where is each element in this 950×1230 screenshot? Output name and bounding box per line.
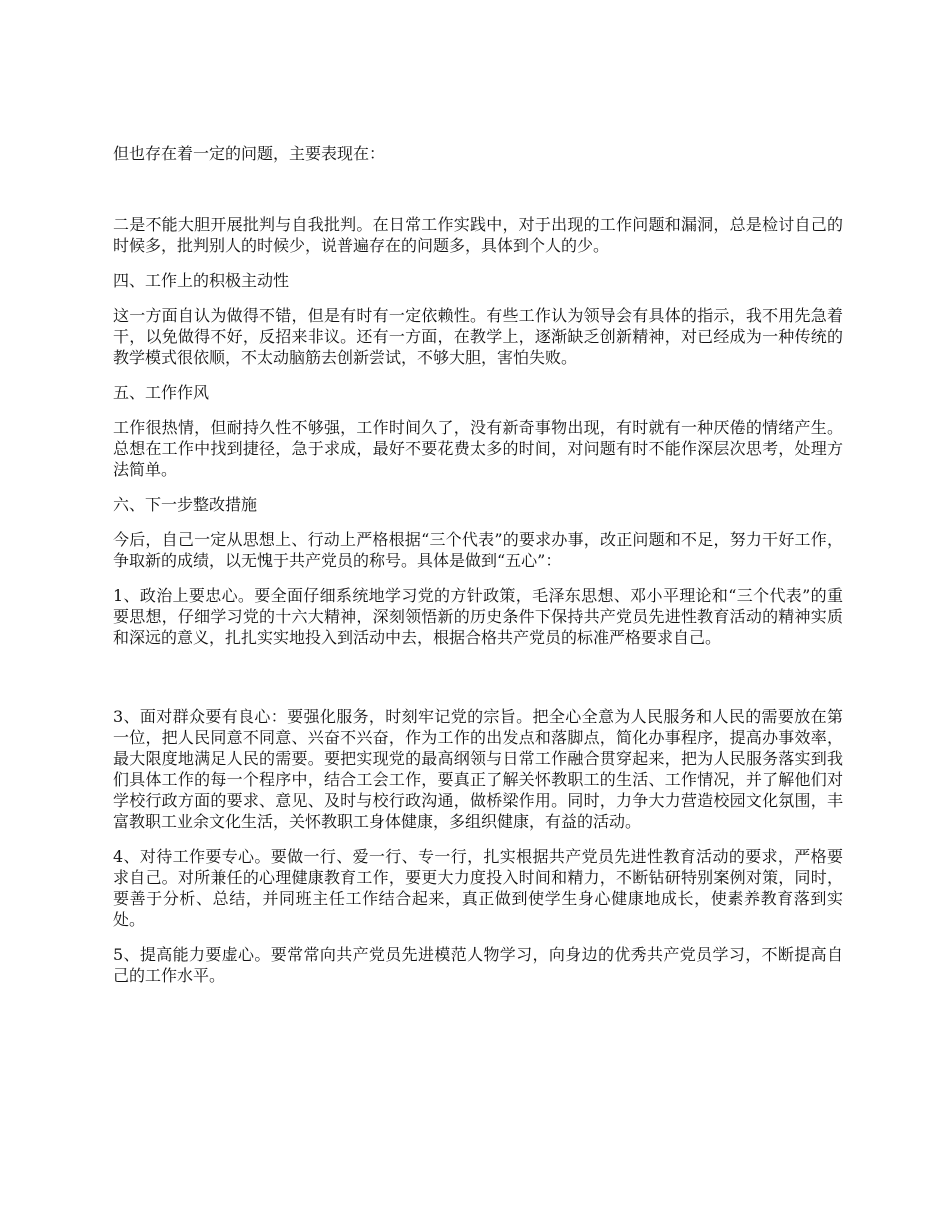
heading-initiative: 四、工作上的积极主动性 [113,271,290,290]
item-conscience: 3、面对群众要有良心：要强化服务，时刻牢记党的宗旨。把全心全意为人民服务和人民的需要放在第一位，把人民同意不同意、兴奋不兴奋，作为工作的出发点和落脚点，简化办事程序，提高办事效率，最大限度地满足人民的需要。要把实现党的最高纲领与日常工作融合贯穿起来，把为人民服务落实到我们具体工作的每一个程序中，结合工会工作，要真正了解关怀教职工的生活、工作情况，并了解他们对学校行政方面的要求、意见、及时与校行政沟通，做桥梁作用。同时，力争大力营造校园文化氛围，丰富教职工业余文化生活，关怀教职工身体健康，多组织健康，有益的活动。 [113,707,843,831]
blank-gap [113,178,843,214]
paragraph-criticism: 二是不能大胆开展批判与自我批判。在日常工作实践中，对于出现的工作问题和漏洞，总是检讨自己的时候多，批判别人的时候少，说普遍存在的问题多，具体到个人的少。 [113,215,843,255]
intro-paragraph: 但也存在着一定的问题，主要表现在： [113,144,386,163]
paragraph-initiative: 这一方面自认为做得不错，但是有时有一定依赖性。有些工作认为领导会有具体的指示，我不用先急着干，以免做得不好，反招来非议。还有一方面，在教学上，逐渐缺乏创新精神，对已经成为一种传统的教学模式很依顺，不太动脑筋去创新尝试，不够大胆，害怕失败。 [113,306,843,367]
heading-work-style: 五、工作作风 [113,383,210,402]
item-humility: 5、提高能力要虚心。要常常向共产党员先进模范人物学习，向身边的优秀共产党员学习，不断提高自己的工作水平。 [113,945,843,985]
paragraph-work-style: 工作很热情，但耐持久性不够强，工作时间久了，没有新奇事物出现，有时就有一种厌倦的情绪产生。总想在工作中找到捷径，急于求成，最好不要花费太多的时间，对问题有时不能作深层次思考，处理方法简单。 [113,418,843,479]
paragraph-next-steps: 今后，自己一定从思想上、行动上严格根据“三个代表”的要求办事，改正问题和不足，努力干好工作，争取新的成绩，以无愧于共产党员的称号。具体是做到“五心”： [113,530,843,570]
item-dedication: 4、对待工作要专心。要做一行、爱一行、专一行，扎实根据共产党员先进性教育活动的要求，严格要求自己。对所兼任的心理健康教育工作，要更大力度投入时间和精力，不断钻研特别案例对策，同时，要善于分析、总结，并同班主任工作结合起来，真正做到使学生身心健康地成长，使素养教育落到实处。 [113,847,843,929]
blank-gap [113,662,843,706]
document-body [113,143,843,1000]
item-political-loyalty: 1、政治上要忠心。要全面仔细系统地学习党的方针政策，毛泽东思想、邓小平理论和“三个代表”的重要思想，仔细学习党的十六大精神，深刻领悟新的历史条件下保持共产党员先进性教育活动的精神实质和深远的意义，扎扎实实地投入到活动中去，根据合格共产党员的标准严格要求自己。 [113,586,843,647]
heading-next-steps: 六、下一步整改措施 [113,495,258,514]
